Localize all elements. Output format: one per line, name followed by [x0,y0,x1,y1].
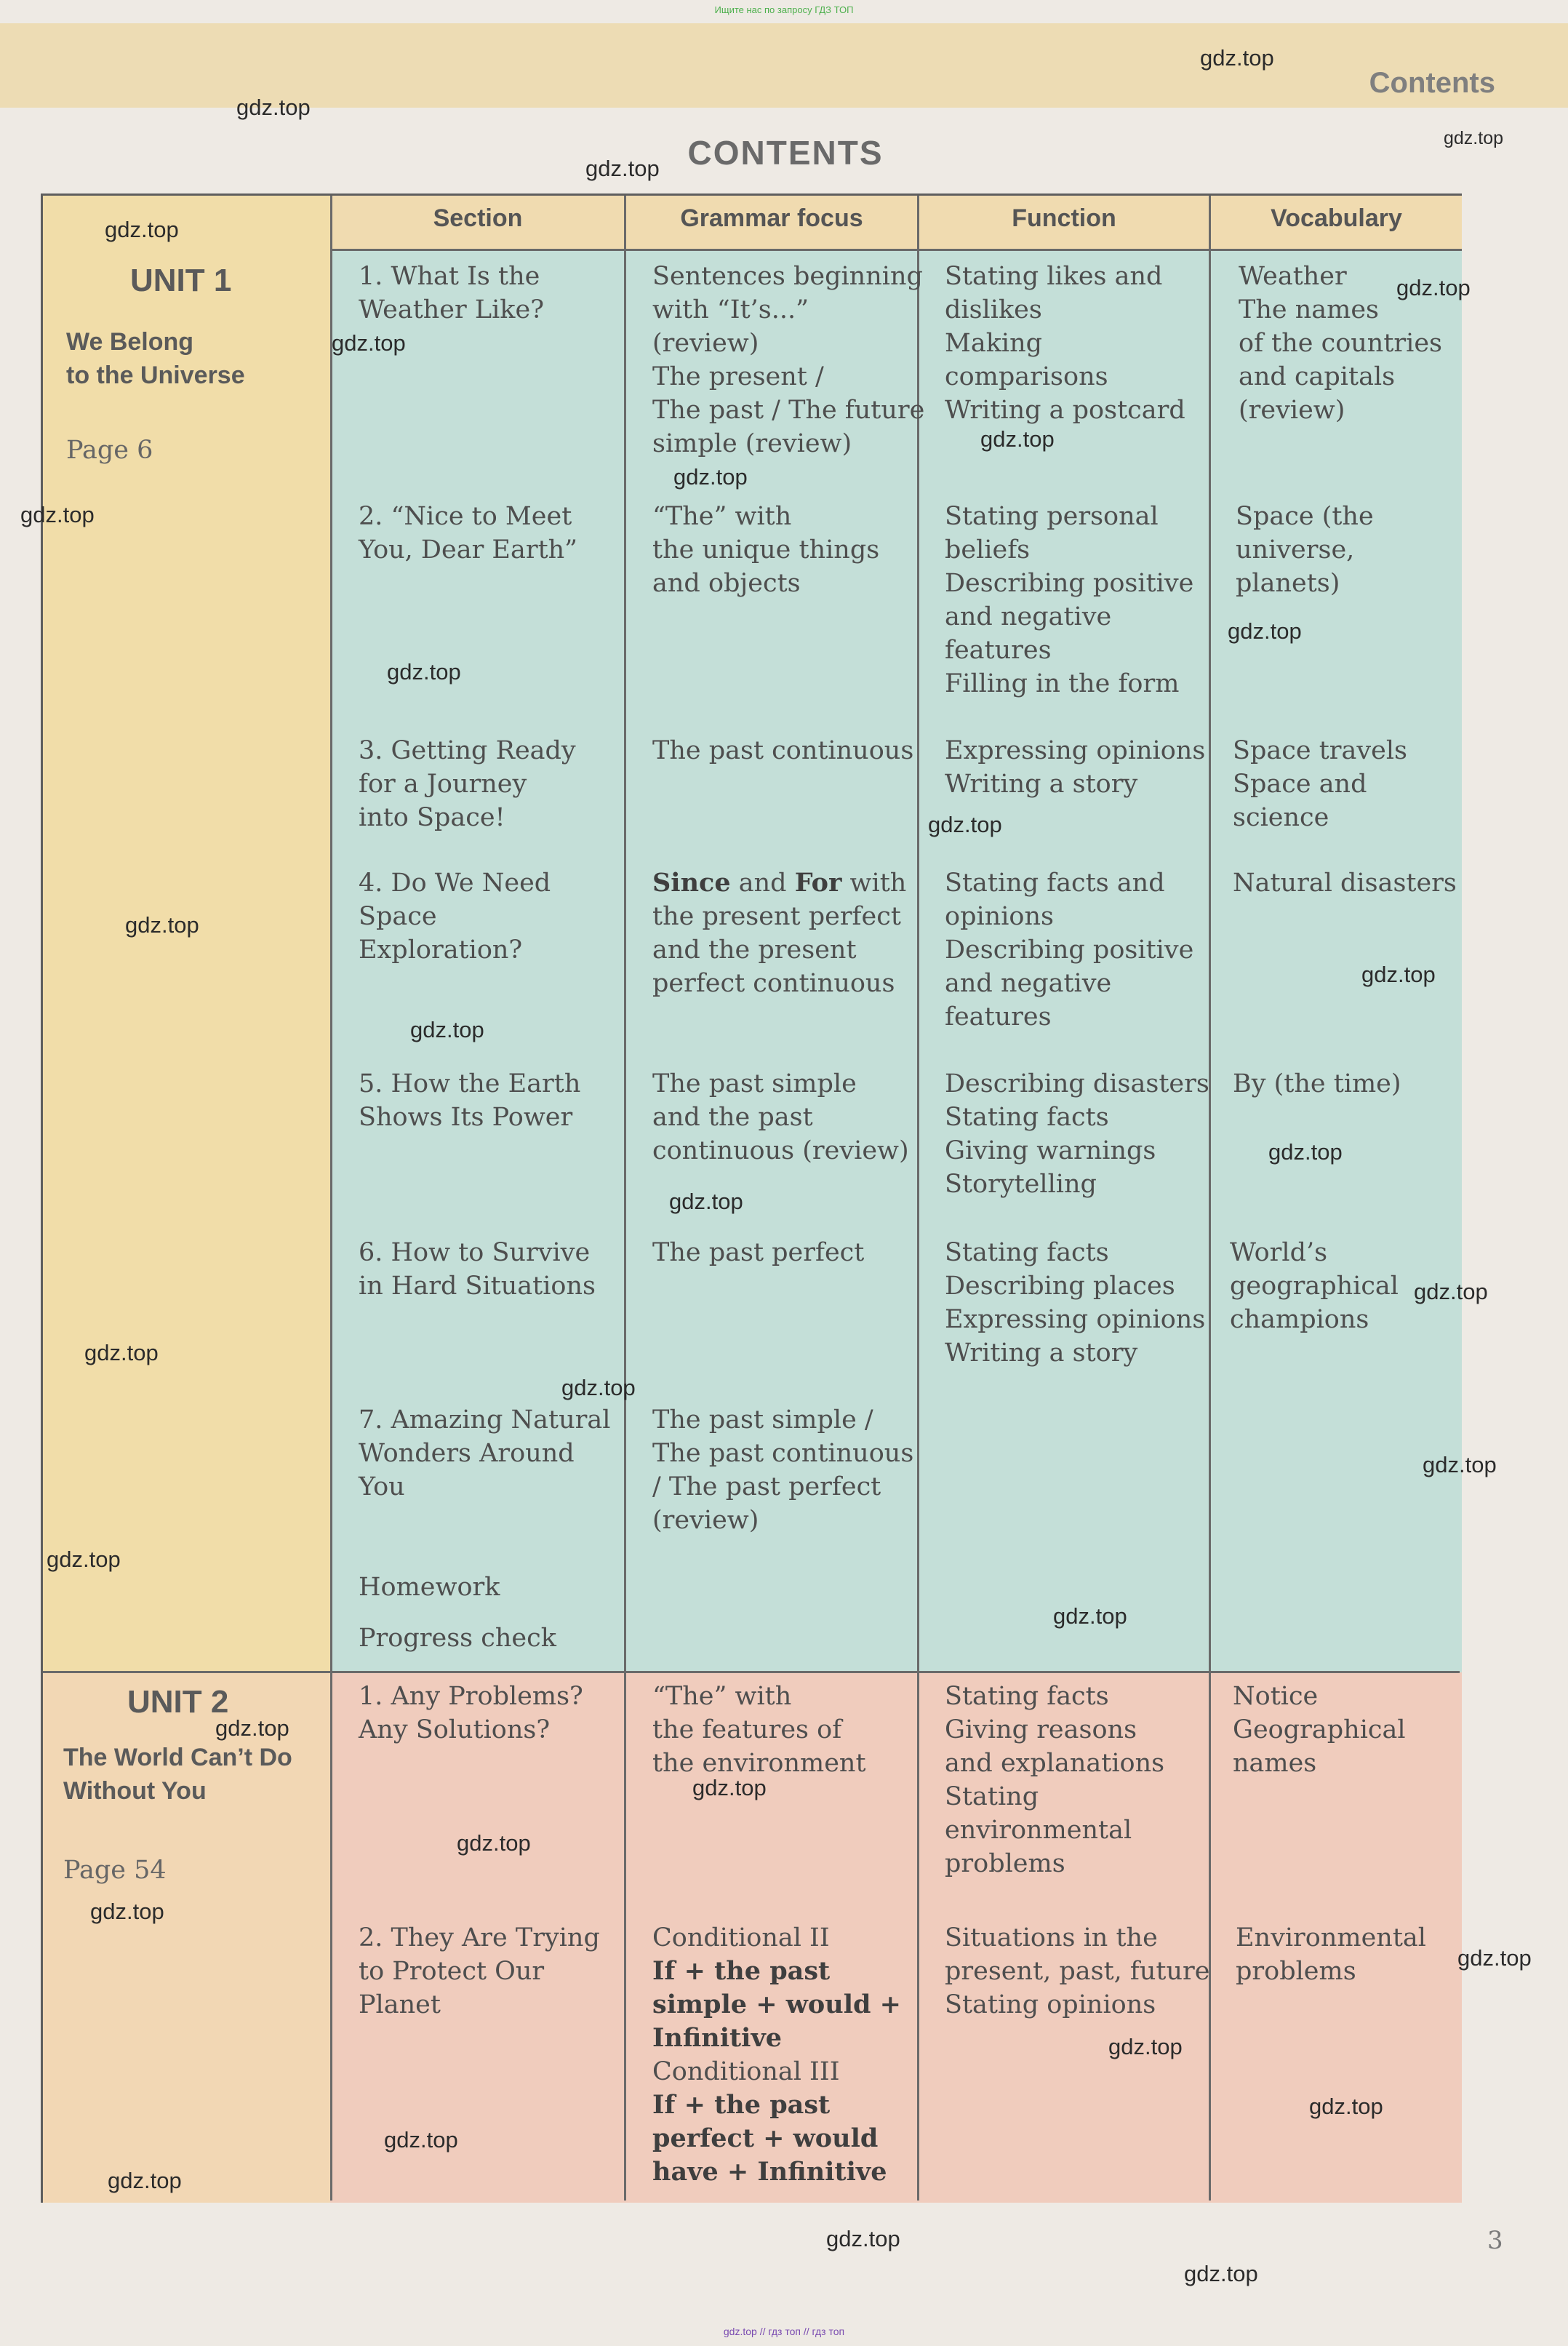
grammar-2-2 [652,1921,901,2189]
function-1-2: Stating personal beliefs Describing positive and negative features Filling in the form [945,502,1194,698]
grammar-2-1: “The” with the features of the environment [652,1682,866,1778]
watermark: gdz.top [384,2127,458,2153]
grammar-2-2-formula-3: If + the past perfect + would have + Infinitive [652,2090,887,2187]
vocabulary-1-2: Space (the universe, planets) [1236,502,1374,598]
watermark: gdz.top [410,1017,484,1042]
vocabulary-1-3: Space travels Space and science [1233,736,1407,832]
section-1-1: 1. What Is the Weather Like? [359,262,544,324]
unit1-page: Page 6 [66,436,153,465]
column-divider [917,196,919,2201]
unit-divider [43,1671,1460,1673]
watermark: gdz.top [1361,962,1436,987]
watermark: gdz.top [673,464,748,490]
watermark: gdz.top [236,95,311,120]
watermark: gdz.top [1268,1139,1343,1165]
watermark: gdz.top [980,426,1055,452]
watermark: gdz.top [1423,1452,1497,1477]
grammar-2-2-conditional-3: Conditional III [652,2057,840,2086]
watermark: gdz.top [561,1375,636,1400]
watermark: gdz.top [669,1189,743,1214]
watermark: gdz.top [387,659,461,685]
watermark: gdz.top [1414,1279,1488,1304]
watermark: gdz.top [1053,1603,1127,1629]
grammar-1-4-for: For [794,868,842,898]
section-1-6: 6. How to Survive in Hard Situations [359,1238,596,1301]
watermark: gdz.top [105,217,179,242]
grammar-2-2-formula-2: If + the past simple + would + Infinitive [652,1956,901,2053]
watermark: gdz.top [332,330,406,356]
watermark: gdz.top [457,1830,531,1856]
vocabulary-1-4: Natural disasters [1233,869,1457,898]
unit2-subtitle: The World Can’t Do Without You [63,1744,292,1805]
watermark: gdz.top [1108,2034,1183,2059]
watermark: gdz.top [20,502,95,527]
page-title: CONTENTS [687,134,884,172]
watermark: gdz.top [1396,275,1471,300]
page-number: 3 [1487,2226,1503,2255]
watermark: gdz.top [47,1547,121,1572]
unit2-title: UNIT 2 [127,1684,229,1720]
grammar-1-6: The past perfect [652,1238,865,1267]
watermark: gdz.top [125,912,199,938]
section-1-2: 2. “Nice to Meet You, Dear Earth” [359,502,578,564]
watermark: gdz.top [84,1340,159,1365]
vocabulary-2-2: Environmental problems [1236,1923,1426,1986]
function-1-6: Stating facts Describing places Expressing opinions Writing a story [945,1238,1206,1368]
section-1-3: 3. Getting Ready for a Journey into Space! [359,736,576,832]
function-2-2: Situations in the present, past, future Stating opinions [945,1923,1210,2019]
function-1-4: Stating facts and opinions Describing positive and negative features [945,869,1194,1032]
grammar-1-4-and: and [730,869,795,898]
column-header-grammar: Grammar focus [680,204,863,232]
watermark: gdz.top [1457,1945,1532,1971]
column-header-section: Section [433,204,523,232]
grammar-1-5: The past simple and the past continuous (review) [652,1069,909,1165]
vocabulary-1-6: World’s geographical champions [1230,1238,1399,1334]
watermark: gdz.top [215,1715,289,1741]
section-1-5: 5. How the Earth Shows Its Power [359,1069,581,1132]
unit2-page: Page 54 [63,1856,167,1885]
watermark: gdz.top [1228,618,1302,644]
section-2-2: 2. They Are Trying to Protect Our Planet [359,1923,600,2019]
function-1-1: Stating likes and dislikes Making comparisons Writing a postcard [945,262,1185,425]
homework-label: Homework [359,1573,500,1602]
section-1-7: 7. Amazing Natural Wonders Around You [359,1405,611,1501]
grammar-1-7: The past simple / The past continuous / The past perfect (review) [652,1405,914,1535]
bottom-note: gdz.top // гдз топ // гдз топ [723,2326,845,2337]
column-divider [624,196,626,2201]
column-header-vocabulary: Vocabulary [1271,204,1402,232]
watermark: gdz.top [1444,128,1504,148]
vocabulary-1-5: By (the time) [1233,1069,1401,1098]
column-header-function: Function [1012,204,1116,232]
vocabulary-1-1: Weather The names of the countries and capitals (review) [1239,262,1443,425]
top-band [0,23,1568,108]
watermark: gdz.top [585,156,660,181]
grammar-1-3: The past continuous [652,736,914,765]
header-divider [330,249,1462,251]
grammar-1-4-rest: with the present perfect and the present perfect continuous [652,869,907,998]
watermark: gdz.top [1200,45,1274,71]
watermark: gdz.top [90,1899,164,1924]
unit1-subtitle: We Belong to the Universe [66,328,245,389]
grammar-1-2: “The” with the unique things and objects [652,502,880,598]
column-divider [330,196,332,2201]
grammar-1-4 [652,866,906,1000]
function-1-3: Expressing opinions Writing a story [945,736,1206,799]
function-1-5: Describing disasters Stating facts Giving warnings Storytelling [945,1069,1209,1199]
unit1-title: UNIT 1 [130,263,232,298]
section-1-4: 4. Do We Need Space Exploration? [359,869,551,965]
watermark: gdz.top [108,2168,182,2193]
watermark: gdz.top [1184,2261,1258,2286]
function-2-1: Stating facts Giving reasons and explanations Stating environmental problems [945,1682,1165,1878]
running-header: Contents [1369,67,1495,99]
grammar-1-1: Sentences beginning with “It’s...” (review) The present / The past / The future simple (review) [652,262,925,458]
watermark: gdz.top [692,1775,767,1800]
progress-check-label: Progress check [359,1624,556,1653]
grammar-1-4-since: Since [652,868,731,898]
watermark: gdz.top [826,2226,900,2251]
watermark: gdz.top [928,812,1002,837]
grammar-2-2-conditional-2: Conditional II [652,1923,830,1952]
watermark: gdz.top [1309,2094,1383,2119]
search-hint: Ищите нас по запросу ГДЗ ТОП [714,4,854,15]
vocabulary-2-1: Notice Geographical names [1233,1682,1406,1778]
contents-table [41,193,1462,2203]
section-2-1: 1. Any Problems? Any Solutions? [359,1682,583,1744]
